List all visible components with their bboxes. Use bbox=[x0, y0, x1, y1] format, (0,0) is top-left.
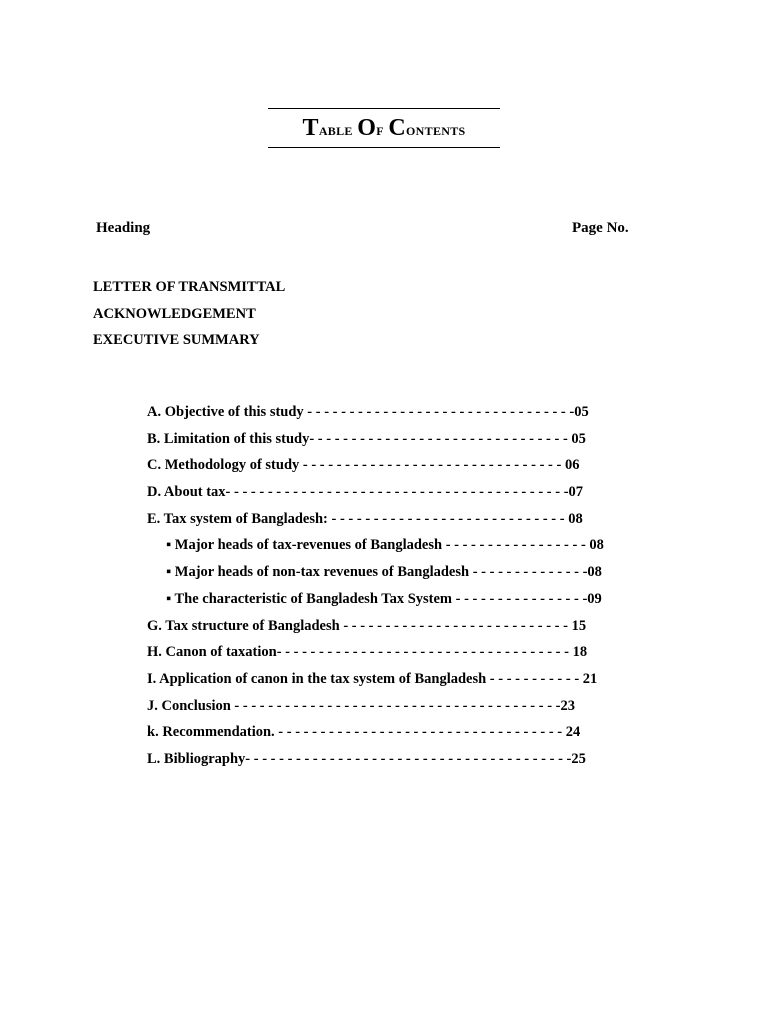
toc-entries-list bbox=[147, 404, 604, 778]
toc-entry: D. About tax- - - - - - - - - - - - - - - - - - - - - - - - - - - - - - - - - - - - - - - - -07 bbox=[147, 484, 584, 501]
toc-sub-entry: ▪ Major heads of non-tax revenues of Bangladesh - - - - - - - - - - - - - -08 bbox=[166, 564, 602, 581]
column-heading-label: Heading bbox=[96, 220, 151, 236]
toc-sub-entry: ▪ The characteristic of Bangladesh Tax System - - - - - - - - - - - - - - - -09 bbox=[166, 590, 602, 607]
toc-entry: H. Canon of taxation- - - - - - - - - - - - - - - - - - - - - - - - - - - - - - - - - - - 18 bbox=[147, 644, 588, 661]
toc-entry: J. Conclusion - - - - - - - - - - - - - - - - - - - - - - - - - - - - - - - - - - - - - - -23 bbox=[147, 697, 575, 714]
toc-entry: E. Tax system of Bangladesh: - - - - - - - - - - - - - - - - - - - - - - - - - - - - 08 bbox=[147, 510, 583, 527]
toc-entry: k. Recommendation. - - - - - - - - - - - - - - - - - - - - - - - - - - - - - - - - - - 24 bbox=[147, 724, 581, 741]
title-cap-o: O bbox=[357, 115, 377, 141]
title-word-of: f bbox=[376, 120, 389, 139]
toc-entry: G. Tax structure of Bangladesh - - - - - - - - - - - - - - - - - - - - - - - - - - - 15 bbox=[147, 617, 587, 634]
title-cap-t: T bbox=[302, 115, 319, 141]
title-word-table: able bbox=[318, 120, 358, 139]
toc-entry: L. Bibliography- - - - - - - - - - - - - - - - - - - - - - - - - - - - - - - - - - - - - - -25 bbox=[147, 750, 586, 767]
front-matter-item: LETTER OF TRANSMITTAL bbox=[93, 279, 286, 295]
toc-sub-entry: ▪ Major heads of tax-revenues of Bangladesh - - - - - - - - - - - - - - - - - 08 bbox=[166, 537, 604, 554]
toc-entry: I. Application of canon in the tax system of Bangladesh - - - - - - - - - - - 21 bbox=[147, 670, 598, 687]
page-title bbox=[268, 109, 500, 149]
front-matter-item: ACKNOWLEDGEMENT bbox=[93, 305, 256, 322]
front-matter-item: EXECUTIVE SUMMARY bbox=[93, 332, 260, 348]
title-word-contents: ontents bbox=[406, 120, 466, 139]
toc-title-box bbox=[268, 108, 500, 148]
toc-entry: A. Objective of this study - - - - - - - - - - - - - - - - - - - - - - - - - - - - - - - -05 bbox=[147, 404, 589, 420]
toc-entry: B. Limitation of this study- - - - - - - - - - - - - - - - - - - - - - - - - - - - - - - 05 bbox=[147, 430, 586, 447]
title-cap-c: C bbox=[388, 115, 407, 141]
front-matter-list bbox=[93, 279, 285, 359]
toc-entry: C. Methodology of study - - - - - - - - - - - - - - - - - - - - - - - - - - - - - - - 06 bbox=[147, 457, 580, 474]
column-page-no-label: Page No. bbox=[572, 220, 629, 236]
